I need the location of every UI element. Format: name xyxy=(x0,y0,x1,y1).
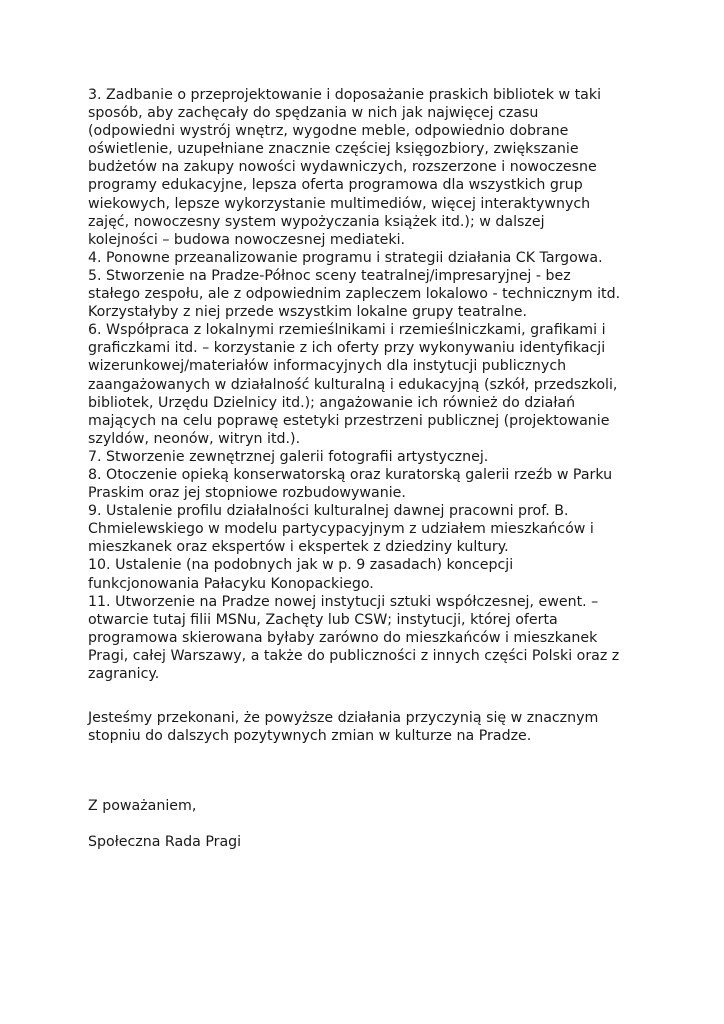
list-item xyxy=(88,556,648,592)
list-item-line: zaangażowanych w działalność kulturalną i edukacyjną (szkół, przedszkoli, xyxy=(88,376,618,393)
list-item xyxy=(88,249,648,267)
list-item-line: 3. Zadbanie o przeprojektowanie i doposażanie praskich bibliotek w taki xyxy=(88,87,602,103)
list-item-line: Pragi, całej Warszawy, a także do publiczności z innych części Polski oraz z xyxy=(88,647,620,664)
list-item-line: mających na celu poprawę estetyki przestrzeni publicznej (projektowanie xyxy=(88,412,610,429)
closing-line: Z poważaniem, xyxy=(88,798,197,814)
list-item-line: budżetów na zakupy nowości wydawniczych, rozszerzone i nowoczesne xyxy=(88,159,597,176)
list-item-line: 9. Ustalenie profilu działalności kulturalnej dawnej pracowni prof. B. xyxy=(88,503,569,520)
list-item-line: bibliotek, Urzędu Dzielnicy itd.); angażowanie ich również do działań xyxy=(88,394,576,411)
list-item-line: (odpowiedni wystrój wnętrz, wygodne meble, odpowiednio dobrane xyxy=(88,123,569,140)
conclusion-line: stopniu do dalszych pozytywnych zmian w kulturze na Pradze. xyxy=(88,728,532,745)
list-item-line: 8. Otoczenie opieką konserwatorską oraz kuratorską galerii rzeźb w Parku xyxy=(88,466,613,483)
list-item-line: Chmielewskiego w modelu partycypacyjnym z udziałem mieszkańców i xyxy=(88,521,594,538)
list-item-line: programy edukacyjne, lepsza oferta programowa dla wszystkich grup xyxy=(88,177,583,194)
list-item-line: otwarcie tutaj filii MSNu, Zachęty lub CSW; instytucji, której oferta xyxy=(88,611,558,628)
list-item xyxy=(88,466,648,502)
list-item-line: 7. Stworzenie zewnętrznej galerii fotografii artystycznej. xyxy=(88,448,489,465)
signature xyxy=(88,833,648,851)
list-item-line: 5. Stworzenie na Pradze-Północ sceny teatralnej/impresaryjnej - bez xyxy=(88,267,571,284)
list-item-line: 4. Ponowne przeanalizowanie programu i strategii działania CK Targowa. xyxy=(88,249,603,266)
list-item-line: funkcjonowania Pałacyku Konopackiego. xyxy=(88,575,374,592)
list-item xyxy=(88,321,648,448)
list-item-line: programowa skierowana byłaby zarówno do mieszkańców i mieszkanek xyxy=(88,629,598,646)
list-item-line: 10. Ustalenie (na podobnych jak w p. 9 zasadach) koncepcji xyxy=(88,557,514,574)
proposal-list xyxy=(88,86,648,683)
conclusion-line: Jesteśmy przekonani, że powyższe działania przyczynią się w znacznym xyxy=(88,710,599,726)
list-item-line: Praskim oraz jej stopniowe rozbudowywanie. xyxy=(88,485,406,502)
list-item-line: graficzkami itd. – korzystanie z ich oferty przy wykonywaniu identyfikacji xyxy=(88,340,606,357)
list-item-line: stałego zespołu, ale z odpowiednim zapleczem lokalowo - technicznym itd. xyxy=(88,286,621,303)
list-item-line: oświetlenie, uzupełniane znacznie częściej księgozbiory, zwiększanie xyxy=(88,141,579,158)
list-item xyxy=(88,593,648,683)
list-item-line: Korzystałyby z niej przede wszystkim lokalne grupy teatralne. xyxy=(88,304,527,321)
list-item-line: szyldów, neonów, witryn itd.). xyxy=(88,430,301,447)
list-item-line: 6. Współpraca z lokalnymi rzemieślnikami i rzemieślniczkami, grafikami i xyxy=(88,322,606,339)
list-item-line: sposób, aby zachęcały do spędzania w nich jak najwięcej czasu xyxy=(88,105,539,122)
signature-line: Społeczna Rada Pragi xyxy=(88,834,242,850)
list-item xyxy=(88,86,648,249)
closing-salutation xyxy=(88,797,648,815)
list-item xyxy=(88,502,648,556)
conclusion-paragraph xyxy=(88,709,648,745)
list-item-line: wiekowych, lepsze wykorzystanie multimediów, więcej interaktywnych xyxy=(88,195,591,212)
list-item-line: zajęć, nowoczesny system wypożyczania książek itd.); w dalszej xyxy=(88,213,545,230)
list-item-line: wizerunkowej/materiałów informacyjnych dla instytucji publicznych xyxy=(88,358,567,375)
list-item xyxy=(88,267,648,321)
list-item-line: mieszkanek oraz ekspertów i ekspertek z dziedziny kultury. xyxy=(88,539,509,556)
list-item-line: kolejności – budowa nowoczesnej mediateki. xyxy=(88,231,406,248)
list-item-line: 11. Utworzenie na Pradze nowej instytucji sztuki współczesnej, ewent. – xyxy=(88,593,599,610)
list-item-line: zagranicy. xyxy=(88,666,160,682)
list-item xyxy=(88,448,648,466)
